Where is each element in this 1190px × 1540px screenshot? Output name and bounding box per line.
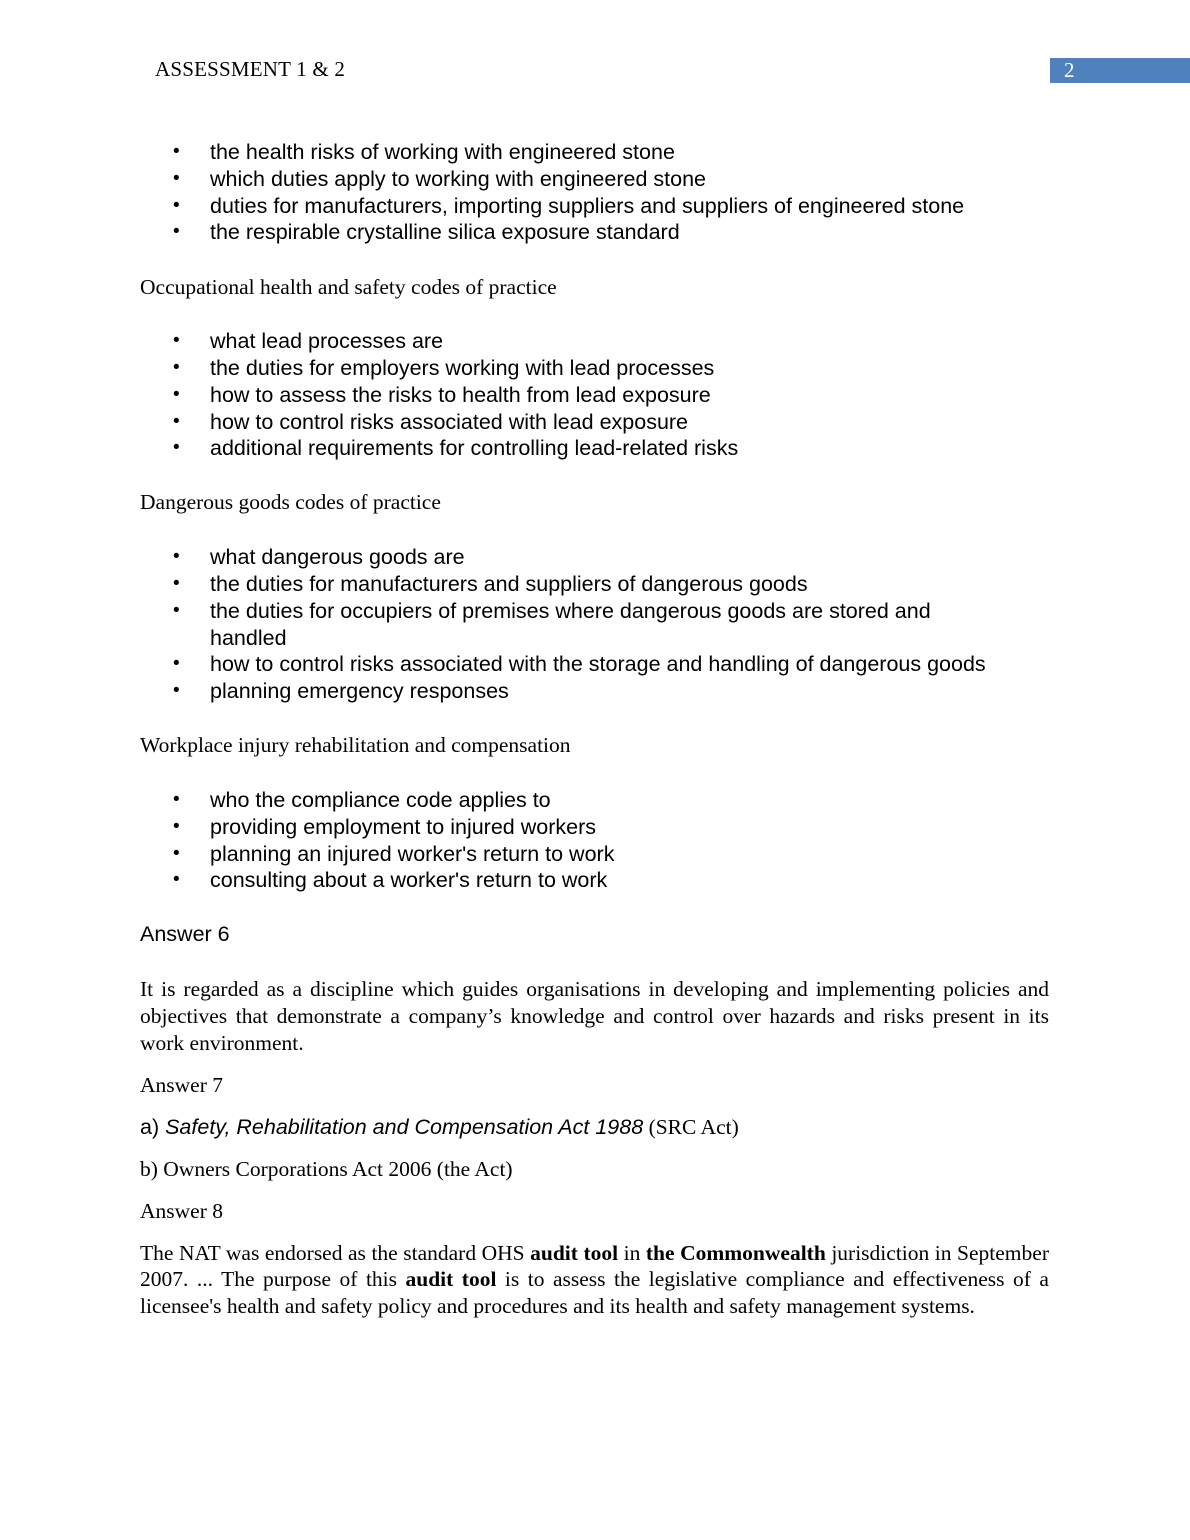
- list-item: • how to control risks associated with lead exposure: [140, 409, 1049, 436]
- answer8-bold-commonwealth: the Commonwealth: [645, 1240, 826, 1265]
- list-item: • providing employment to injured workers: [140, 814, 1049, 841]
- answer7-a: [140, 1114, 1049, 1141]
- list-item: • what dangerous goods are: [140, 544, 1049, 571]
- document-body: [140, 139, 1049, 1320]
- list-item: • the duties for manufacturers and suppliers of dangerous goods: [140, 571, 1049, 598]
- list-item: • consulting about a worker's return to work: [140, 867, 1049, 894]
- list-item: • the duties for employers working with lead processes: [140, 355, 1049, 382]
- page-number: 2: [1064, 58, 1075, 82]
- list-item: • how to control risks associated with the storage and handling of dangerous goods: [140, 651, 1049, 678]
- list-item: • duties for manufacturers, importing suppliers and suppliers of engineered stone: [140, 193, 1049, 220]
- answer8-heading: Answer 8: [140, 1198, 223, 1223]
- answer8-text-part: jurisdiction in September 2007. ... The purpose of this: [140, 1240, 1049, 1292]
- answer7-a-title: Safety, Rehabilitation and Compensation Act 1988: [165, 1114, 644, 1139]
- injury-list: [140, 787, 1049, 894]
- list-item: • who the compliance code applies to: [140, 787, 1049, 814]
- header-title: ASSESSMENT 1 & 2: [155, 57, 346, 81]
- answer7-a-suffix: (SRC Act): [643, 1114, 739, 1139]
- list-item: • what lead processes are: [140, 328, 1049, 355]
- answer7-b: b) Owners Corporations Act 2006 (the Act): [140, 1156, 513, 1181]
- ohs-heading: Occupational health and safety codes of practice: [140, 275, 557, 300]
- injury-heading: Workplace injury rehabilitation and compensation: [140, 732, 571, 757]
- dangerous-heading: Dangerous goods codes of practice: [140, 490, 441, 515]
- list-item: • the respirable crystalline silica exposure standard: [140, 219, 1049, 246]
- answer6-heading: Answer 6: [140, 922, 230, 947]
- silica-list: [140, 139, 1049, 246]
- answer8-text-part: is to assess the legislative compliance and effectiveness of a licensee's health and safety policy and procedures and its health and safety management systems.: [140, 1267, 1049, 1319]
- page-number-box: [1050, 58, 1190, 83]
- list-item: • which duties apply to working with engineered stone: [140, 166, 1049, 193]
- answer8-bold-audit-tool: audit tool: [405, 1267, 497, 1292]
- list-item: • the duties for occupiers of premises where dangerous goods are stored and handled: [140, 598, 1049, 652]
- list-item: • planning emergency responses: [140, 678, 1049, 705]
- list-item: • the health risks of working with engineered stone: [140, 139, 1049, 166]
- answer7-a-prefix: a): [140, 1114, 166, 1139]
- answer8-text: [140, 1240, 1049, 1320]
- dangerous-list: [140, 544, 1049, 705]
- answer8-text-part: The NAT was endorsed as the standard OHS: [140, 1240, 531, 1265]
- list-item: • how to assess the risks to health from lead exposure: [140, 382, 1049, 409]
- answer7-heading: Answer 7: [140, 1072, 223, 1097]
- lead-list: [140, 328, 1049, 462]
- list-item: • additional requirements for controlling lead-related risks: [140, 435, 1049, 462]
- answer8-bold-audit-tool: audit tool: [530, 1240, 619, 1265]
- list-item: • planning an injured worker's return to work: [140, 841, 1049, 868]
- answer6-text: It is regarded as a discipline which guides organisations in developing and implementing policies and objectives that demonstrate a company’s knowledge and control over hazards and risks present in its work environment.: [140, 977, 1049, 1055]
- answer8-text-part: in: [618, 1240, 646, 1265]
